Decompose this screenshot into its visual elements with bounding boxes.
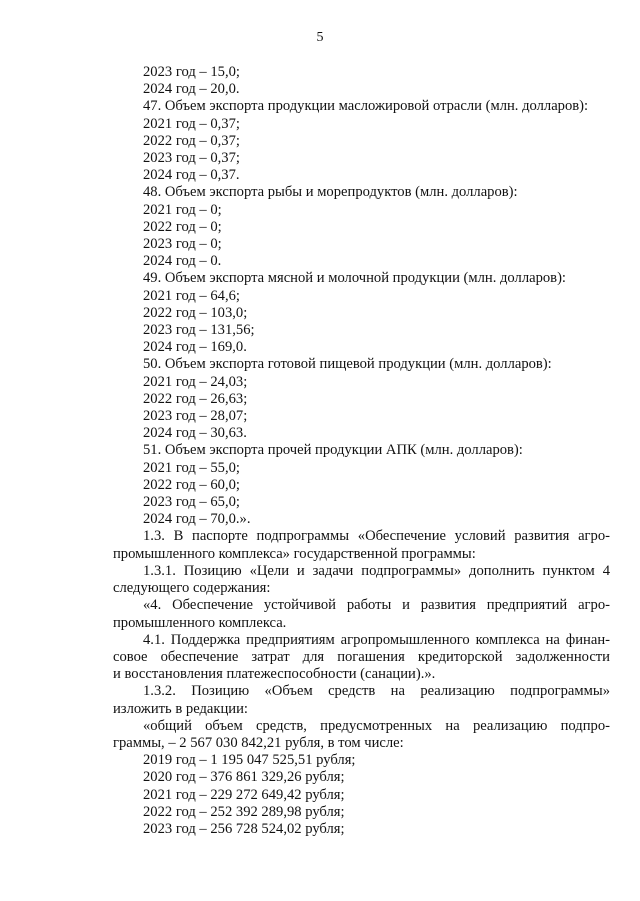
document-line: 2022 год – 26,63; xyxy=(143,390,248,407)
document-body xyxy=(113,64,610,838)
document-line: 51. Объем экспорта прочей продукции АПК (млн. долларов): xyxy=(143,442,523,459)
document-line: 2021 год – 229 272 649,42 рубля; xyxy=(143,786,345,803)
document-line: 2019 год – 1 195 047 525,51 рубля; xyxy=(143,752,356,769)
document-line: 2024 год – 0,37. xyxy=(143,167,240,184)
document-line: граммы, – 2 567 030 842,21 рубля, в том числе: xyxy=(113,734,404,751)
document-line: 2021 год – 24,03; xyxy=(143,373,248,390)
page-number: 5 xyxy=(316,30,324,45)
document-line: 4.1. Поддержка предприятиям агропромышленного комплекса на финан- xyxy=(143,631,610,648)
document-line: следующего содержания: xyxy=(113,580,271,597)
document-line: «4. Обеспечение устойчивой работы и развития предприятий агро- xyxy=(143,597,610,614)
document-line: промышленного комплекса» государственной программы: xyxy=(113,545,476,562)
document-line: 48. Объем экспорта рыбы и морепродуктов (млн. долларов): xyxy=(143,184,518,201)
document-line: изложить в редакции: xyxy=(113,700,248,717)
document-line: 50. Объем экспорта готовой пищевой продукции (млн. долларов): xyxy=(143,356,552,373)
document-line: 2022 год – 0; xyxy=(143,218,222,235)
document-line: 2023 год – 28,07; xyxy=(143,408,248,425)
document-line: 2021 год – 0,37; xyxy=(143,115,240,132)
document-line: 2024 год – 70,0.». xyxy=(143,511,251,528)
document-line: 2024 год – 0. xyxy=(143,253,222,270)
document-line: 2023 год – 15,0; xyxy=(143,64,240,80)
document-line: 2024 год – 20,0. xyxy=(143,81,240,98)
document-line: 2023 год – 0; xyxy=(143,236,222,253)
document-line: 2023 год – 256 728 524,02 рубля; xyxy=(143,820,345,837)
document-line: 2021 год – 55,0; xyxy=(143,459,240,476)
document-line: промышленного комплекса. xyxy=(113,614,287,631)
document-line: 2021 год – 64,6; xyxy=(143,287,240,304)
document-line: 1.3. В паспорте подпрограммы «Обеспечение условий развития агро- xyxy=(143,528,610,545)
document-line: 2023 год – 131,56; xyxy=(143,322,255,339)
document-line: 2022 год – 60,0; xyxy=(143,476,240,493)
document-line: 2022 год – 103,0; xyxy=(143,304,248,321)
document-line: 47. Объем экспорта продукции масложировой отрасли (млн. долларов): xyxy=(143,98,589,115)
document-line: 49. Объем экспорта мясной и молочной продукции (млн. долларов): xyxy=(143,270,566,287)
document-line: совое обеспечение затрат для погашения кредиторской задолженности xyxy=(113,648,610,665)
document-line: 2024 год – 169,0. xyxy=(143,339,247,356)
document-line: 2021 год – 0; xyxy=(143,201,222,218)
document-line: «общий объем средств, предусмотренных на реализацию подпро- xyxy=(143,717,610,734)
document-line: 2024 год – 30,63. xyxy=(143,425,247,442)
document-line: 2023 год – 0,37; xyxy=(143,150,240,167)
document-line: 2022 год – 252 392 289,98 рубля; xyxy=(143,803,345,820)
document-line: 1.3.2. Позицию «Объем средств на реализацию подпрограммы» xyxy=(143,683,610,700)
document-line: 2020 год – 376 861 329,26 рубля; xyxy=(143,769,345,786)
document-line: 2023 год – 65,0; xyxy=(143,494,240,511)
document-line: и восстановления платежеспособности (санации).». xyxy=(113,666,436,683)
document-line: 2022 год – 0,37; xyxy=(143,132,240,149)
document-line: 1.3.1. Позицию «Цели и задачи подпрограммы» дополнить пунктом 4 xyxy=(143,562,610,579)
